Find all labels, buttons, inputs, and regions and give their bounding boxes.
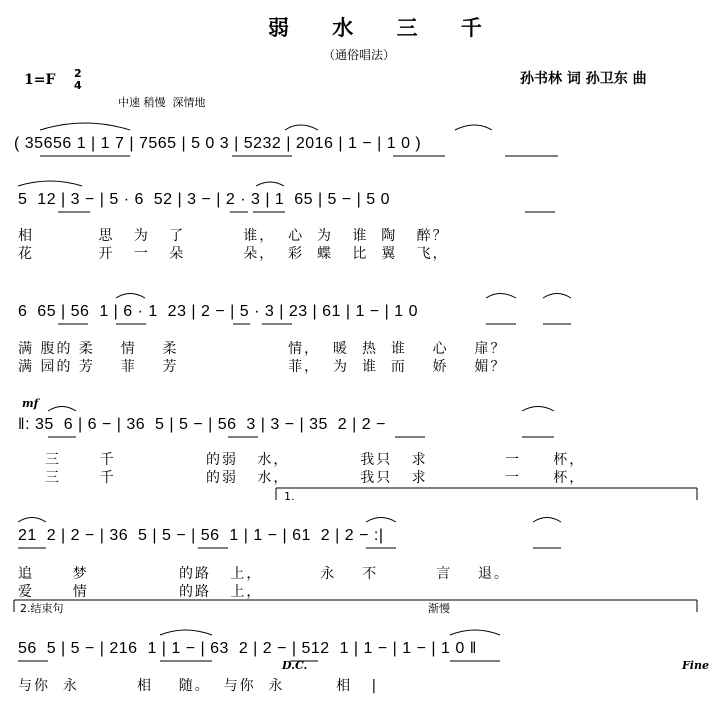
notation-row-5: 21 2 | 2 − | 36 5 | 5 − | 56 1 | 1 − | 61 2 | 2 − :| (18, 527, 384, 544)
tempo-marking: 中速 稍慢 深情地 (118, 96, 206, 109)
notation-row-6: 56 5 | 5 − | 216 1 | 1 − | 63 2 | 2 − | 512 1 | 1 − | 1 − | 1 0 ‖ (18, 640, 477, 657)
dynamic-marking: mf (22, 397, 39, 410)
slur (285, 125, 318, 130)
key-signature: 1=F (24, 72, 56, 88)
time-signature-bottom: 4 (74, 79, 82, 92)
lyric-verse4-line2: 爱 情 的路 上， (18, 584, 263, 600)
slur (160, 630, 212, 635)
song-credits: 孙书林 词 孙卫东 曲 (520, 71, 647, 87)
lyric-verse2-line2: 满 园的 芳 菲 芳 菲， 为 谁 而 娇 媚？ (18, 359, 507, 375)
slur (256, 182, 284, 186)
song-subtitle: （通俗唱法） (323, 48, 396, 62)
slur (48, 407, 76, 412)
first-ending-label: 1. (284, 490, 295, 503)
slur (18, 518, 46, 523)
slur (116, 294, 145, 299)
lyric-verse1-line2: 花 开 一 朵 朵， 彩 蝶 比 翼 飞， (18, 246, 449, 262)
slur (450, 630, 500, 635)
slur (543, 294, 571, 299)
lyric-verse4-line1: 追 梦 的路 上， 永 不 言 退。 (18, 566, 511, 582)
fine-marking: Fine (682, 659, 709, 672)
slur (366, 518, 396, 523)
notation-row-2: 5 12 | 3 − | 5 · 6 52 | 3 − | 2 · 3 | 1 65 | 5 − | 5 0 (18, 191, 391, 208)
ritardando-marking: 渐慢 (428, 602, 450, 615)
slur (486, 294, 516, 299)
slur (522, 407, 554, 412)
slur (40, 123, 130, 130)
lyric-verse3-line2: 三 千 的弱 水， 我只 求 一 杯， (45, 470, 586, 486)
notation-row-4: ‖: 35 6 | 6 − | 36 5 | 5 − | 56 3 | 3 − | 35 2 | 2 − (18, 416, 386, 433)
notation-row-3: 6 65 | 56 1 | 6 · 1 23 | 2 − | 5 · 3 | 23 | 61 | 1 − | 1 0 (18, 303, 418, 320)
slur (533, 518, 561, 523)
time-signature-top: 2 (74, 67, 82, 80)
lyric-verse2-line1: 满 腹的 柔 情 柔 情， 暖 热 谁 心 扉？ (18, 341, 507, 357)
slur (455, 125, 492, 130)
lyric-verse5-line1: 与你 永 相 随。 与你 永 相 | (18, 678, 379, 694)
lyric-verse3-line1: 三 千 的弱 水， 我只 求 一 杯， (45, 452, 586, 468)
notation-row-1: ( 35656 1 | 1 7 | 7565 | 5 0 3 | 5232 | 2016 | 1 − | 1 0 ) (14, 135, 422, 152)
lyric-verse1-line1: 相 思 为 了 谁， 心 为 谁 陶 醉？ (18, 228, 449, 244)
slur (18, 181, 82, 186)
da-capo-marking: D.C. (282, 659, 308, 672)
second-ending-label: 2.结束句 (20, 602, 64, 615)
song-title: 弱 水 三 千 (268, 16, 500, 40)
